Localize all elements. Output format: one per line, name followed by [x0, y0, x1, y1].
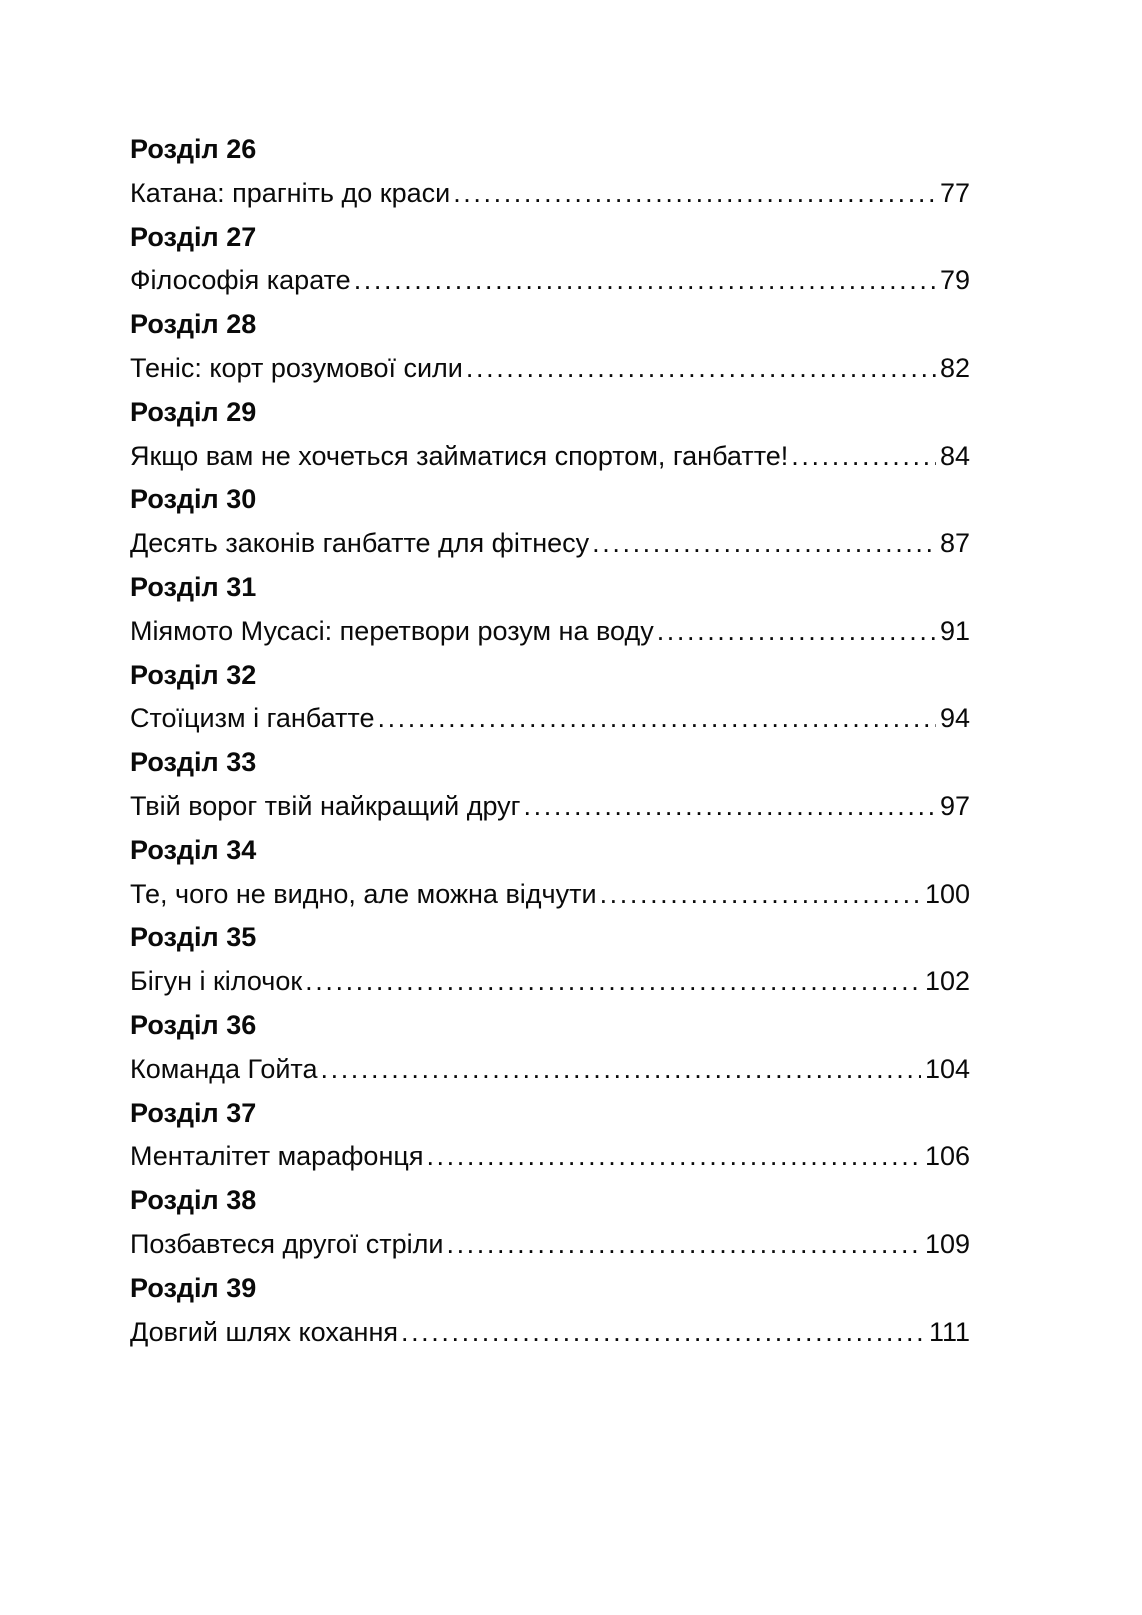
chapter-page-number: 104	[924, 1053, 970, 1084]
toc-chapter-entry	[130, 216, 970, 304]
toc-chapter-entry	[130, 566, 970, 654]
chapter-heading: Розділ 28	[130, 309, 257, 340]
chapter-heading: Розділ 27	[130, 221, 257, 252]
toc-chapter-entry	[130, 1004, 970, 1092]
chapter-page-number: 111	[928, 1316, 970, 1347]
dot-leader	[443, 1223, 920, 1267]
chapter-heading: Розділ 37	[130, 1097, 257, 1128]
toc-chapter-entry	[130, 478, 970, 566]
chapter-line	[130, 1311, 970, 1355]
toc-chapter-entry	[130, 391, 970, 479]
dot-leader	[450, 172, 936, 216]
chapter-page-number: 77	[939, 177, 970, 208]
chapter-page-number: 82	[939, 352, 970, 383]
chapter-line	[130, 960, 970, 1004]
toc-chapter-entry	[130, 654, 970, 742]
dot-leader	[597, 873, 921, 917]
toc-chapter-entry	[130, 741, 970, 829]
toc-chapter-entry	[130, 1267, 970, 1355]
chapter-title: Теніс: корт розумової сили	[130, 352, 463, 383]
chapter-heading: Розділ 38	[130, 1185, 257, 1216]
chapter-heading: Розділ 29	[130, 396, 257, 427]
chapter-line	[130, 172, 970, 216]
chapter-line	[130, 259, 970, 303]
chapter-page-number: 91	[939, 615, 970, 646]
chapter-line	[130, 435, 970, 479]
chapter-title: Те, чого не видно, але можна відчути	[130, 878, 597, 909]
dot-leader	[589, 522, 936, 566]
toc-chapter-entry	[130, 829, 970, 917]
chapter-heading: Розділ 26	[130, 134, 257, 164]
dot-leader	[374, 697, 935, 741]
chapter-title: Бігун і кілочок	[130, 966, 303, 997]
chapter-line	[130, 697, 970, 741]
chapter-line	[130, 785, 970, 829]
chapter-title: Позбавтеся другої стріли	[130, 1228, 444, 1259]
chapter-heading: Розділ 36	[130, 1009, 257, 1040]
chapter-page-number: 79	[939, 265, 970, 296]
chapter-title: Міямото Мусасі: перетвори розум на воду	[130, 615, 654, 646]
dot-leader	[654, 610, 936, 654]
dot-leader	[463, 347, 936, 391]
toc-chapter-entry	[130, 303, 970, 391]
chapter-page-number: 106	[924, 1141, 970, 1172]
toc-chapter-entry	[130, 916, 970, 1004]
chapter-line	[130, 522, 970, 566]
toc-chapter-entry	[130, 1092, 970, 1180]
chapter-page-number: 84	[939, 440, 970, 471]
chapter-page-number: 97	[939, 790, 970, 821]
chapter-title: Десять законів ганбатте для фітнесу	[130, 528, 590, 559]
chapter-title: Якщо вам не хочеться займатися спортом, ганбатте!	[130, 440, 789, 471]
chapter-heading: Розділ 34	[130, 834, 257, 865]
chapter-line	[130, 1048, 970, 1092]
chapter-heading: Розділ 33	[130, 747, 257, 778]
chapter-page-number: 87	[939, 528, 970, 559]
chapter-title: Менталітет марафонця	[130, 1141, 424, 1172]
chapter-title: Довгий шлях кохання	[130, 1316, 398, 1347]
chapter-heading: Розділ 30	[130, 484, 257, 515]
toc-chapter-entry	[130, 128, 970, 216]
chapter-page-number: 102	[924, 966, 970, 997]
dot-leader	[318, 1048, 921, 1092]
toc-chapter-entry	[130, 1179, 970, 1267]
chapter-heading: Розділ 31	[130, 571, 257, 602]
chapter-heading: Розділ 35	[130, 922, 257, 953]
dot-leader	[521, 785, 936, 829]
chapter-title: Філософія карате	[130, 265, 351, 296]
chapter-title: Стоїцизм і ганбатте	[130, 703, 375, 734]
chapter-line	[130, 347, 970, 391]
dot-leader	[398, 1311, 925, 1355]
chapter-title: Катана: прагніть до краси	[130, 177, 451, 208]
chapter-heading: Розділ 32	[130, 659, 257, 690]
chapter-page-number: 109	[924, 1228, 970, 1259]
chapter-line	[130, 1135, 970, 1179]
chapter-page-number: 94	[939, 703, 970, 734]
chapter-page-number: 100	[924, 878, 970, 909]
dot-leader	[351, 259, 936, 303]
chapter-line	[130, 1223, 970, 1267]
chapter-title: Команда Гойта	[130, 1053, 318, 1084]
dot-leader	[302, 960, 921, 1004]
chapter-line	[130, 610, 970, 654]
chapter-line	[130, 873, 970, 917]
dot-leader	[423, 1135, 920, 1179]
dot-leader	[788, 435, 936, 479]
chapter-heading: Розділ 39	[130, 1272, 257, 1303]
chapter-title: Твій ворог твій найкращий друг	[130, 790, 521, 821]
